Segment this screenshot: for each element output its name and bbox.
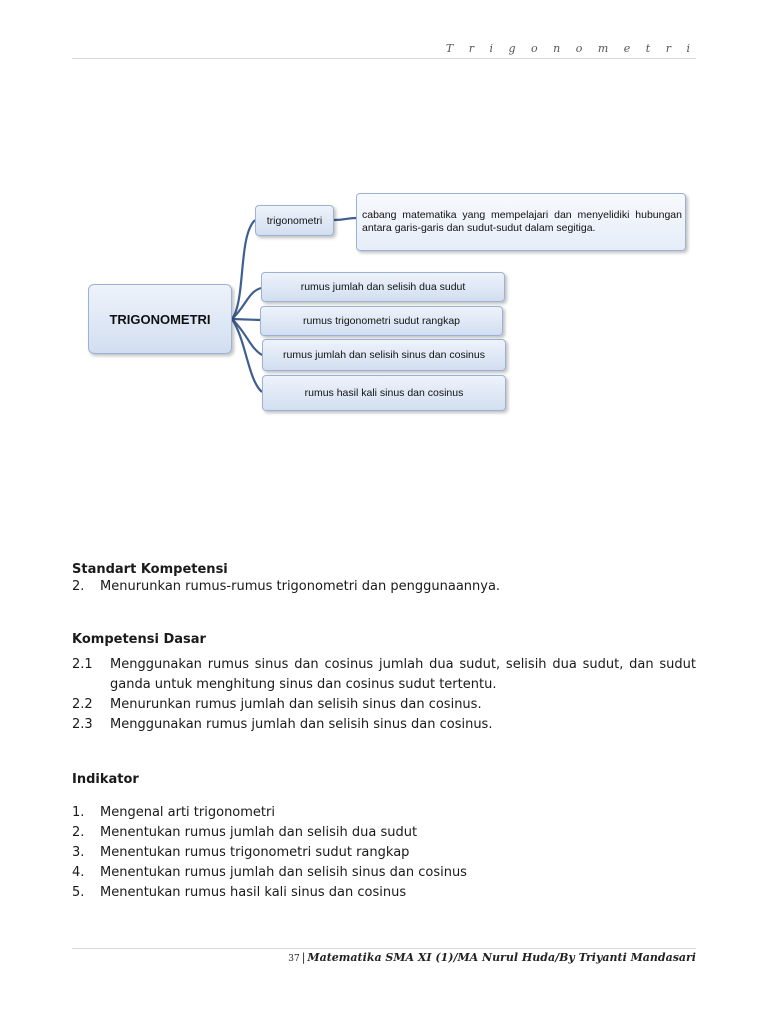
kompetensi-dasar-section (72, 632, 696, 735)
footer-rule (72, 948, 696, 949)
connector-topic-4 (232, 319, 262, 392)
item-number: 2. (72, 579, 85, 594)
item-text: Menurunkan rumus-rumus trigonometri dan penggunaannya. (100, 579, 501, 594)
mindmap-topic-node: rumus jumlah dan selisih sinus dan cosinus (262, 339, 506, 371)
definition-text: cabang matematika yang mempelajari dan menyelidiki hubungan antara garis-garis dan sudut-sudut dalam segitiga. (362, 209, 682, 234)
list-item (72, 883, 696, 903)
page-footer (288, 951, 696, 964)
mindmap-definition-node (356, 193, 686, 251)
list-item (72, 715, 696, 735)
running-header: T r i g o n o m e t r i (445, 42, 696, 55)
item-text: Menentukan rumus jumlah dan selisih sinus dan cosinus (100, 865, 467, 880)
item-number: 2.2 (72, 697, 93, 712)
connector-topic-3 (232, 319, 262, 355)
list-item (72, 803, 696, 823)
page-number: 37 (288, 954, 300, 964)
connector-topic-1 (232, 288, 261, 319)
item-number: 2. (72, 825, 85, 840)
list-item (72, 695, 696, 715)
item-text: Menggunakan rumus sinus dan cosinus jumlah dua sudut, selisih dua sudut, dan sudut ganda untuk menghitung sinus dan cosinus sudut tertentu. (110, 657, 696, 692)
mindmap-topic-node: rumus trigonometri sudut rangkap (260, 306, 503, 336)
mindmap-topic-node: rumus hasil kali sinus dan cosinus (262, 375, 506, 411)
section-heading: Standart Kompetensi (72, 562, 228, 577)
mindmap-definition-label: trigonometri (255, 205, 334, 236)
section-heading: Kompetensi Dasar (72, 632, 206, 647)
indikator-section (72, 772, 696, 903)
item-number: 2.1 (72, 657, 93, 672)
connector-label-def (334, 218, 356, 220)
section-heading: Indikator (72, 772, 139, 787)
item-text: Menentukan rumus hasil kali sinus dan cosinus (100, 885, 407, 900)
item-text: Mengenal arti trigonometri (100, 805, 275, 820)
item-text: Menentukan rumus trigonometri sudut rangkap (100, 845, 410, 860)
item-text: Menggunakan rumus jumlah dan selisih sinus dan cosinus. (110, 717, 493, 732)
item-number: 2.3 (72, 717, 93, 732)
item-number: 4. (72, 865, 85, 880)
item-number: 1. (72, 805, 85, 820)
connector-topic-2 (232, 319, 260, 320)
footer-credit: Matematika SMA XI (1)/MA Nurul Huda/By Triyanti Mandasari (307, 951, 696, 964)
item-number: 3. (72, 845, 85, 860)
list-item (72, 577, 696, 597)
list-item (72, 863, 696, 883)
item-text: Menentukan rumus jumlah dan selisih dua sudut (100, 825, 418, 840)
item-number: 5. (72, 885, 85, 900)
footer-separator: | (301, 951, 306, 964)
list-item (72, 655, 696, 695)
standart-kompetensi-section (72, 562, 696, 597)
list-item (72, 823, 696, 843)
mindmap-topic-node: rumus jumlah dan selisih dua sudut (261, 272, 505, 302)
mindmap-root-node: TRIGONOMETRI (88, 284, 232, 354)
list-item (72, 843, 696, 863)
item-text: Menurunkan rumus jumlah dan selisih sinus dan cosinus. (110, 697, 482, 712)
